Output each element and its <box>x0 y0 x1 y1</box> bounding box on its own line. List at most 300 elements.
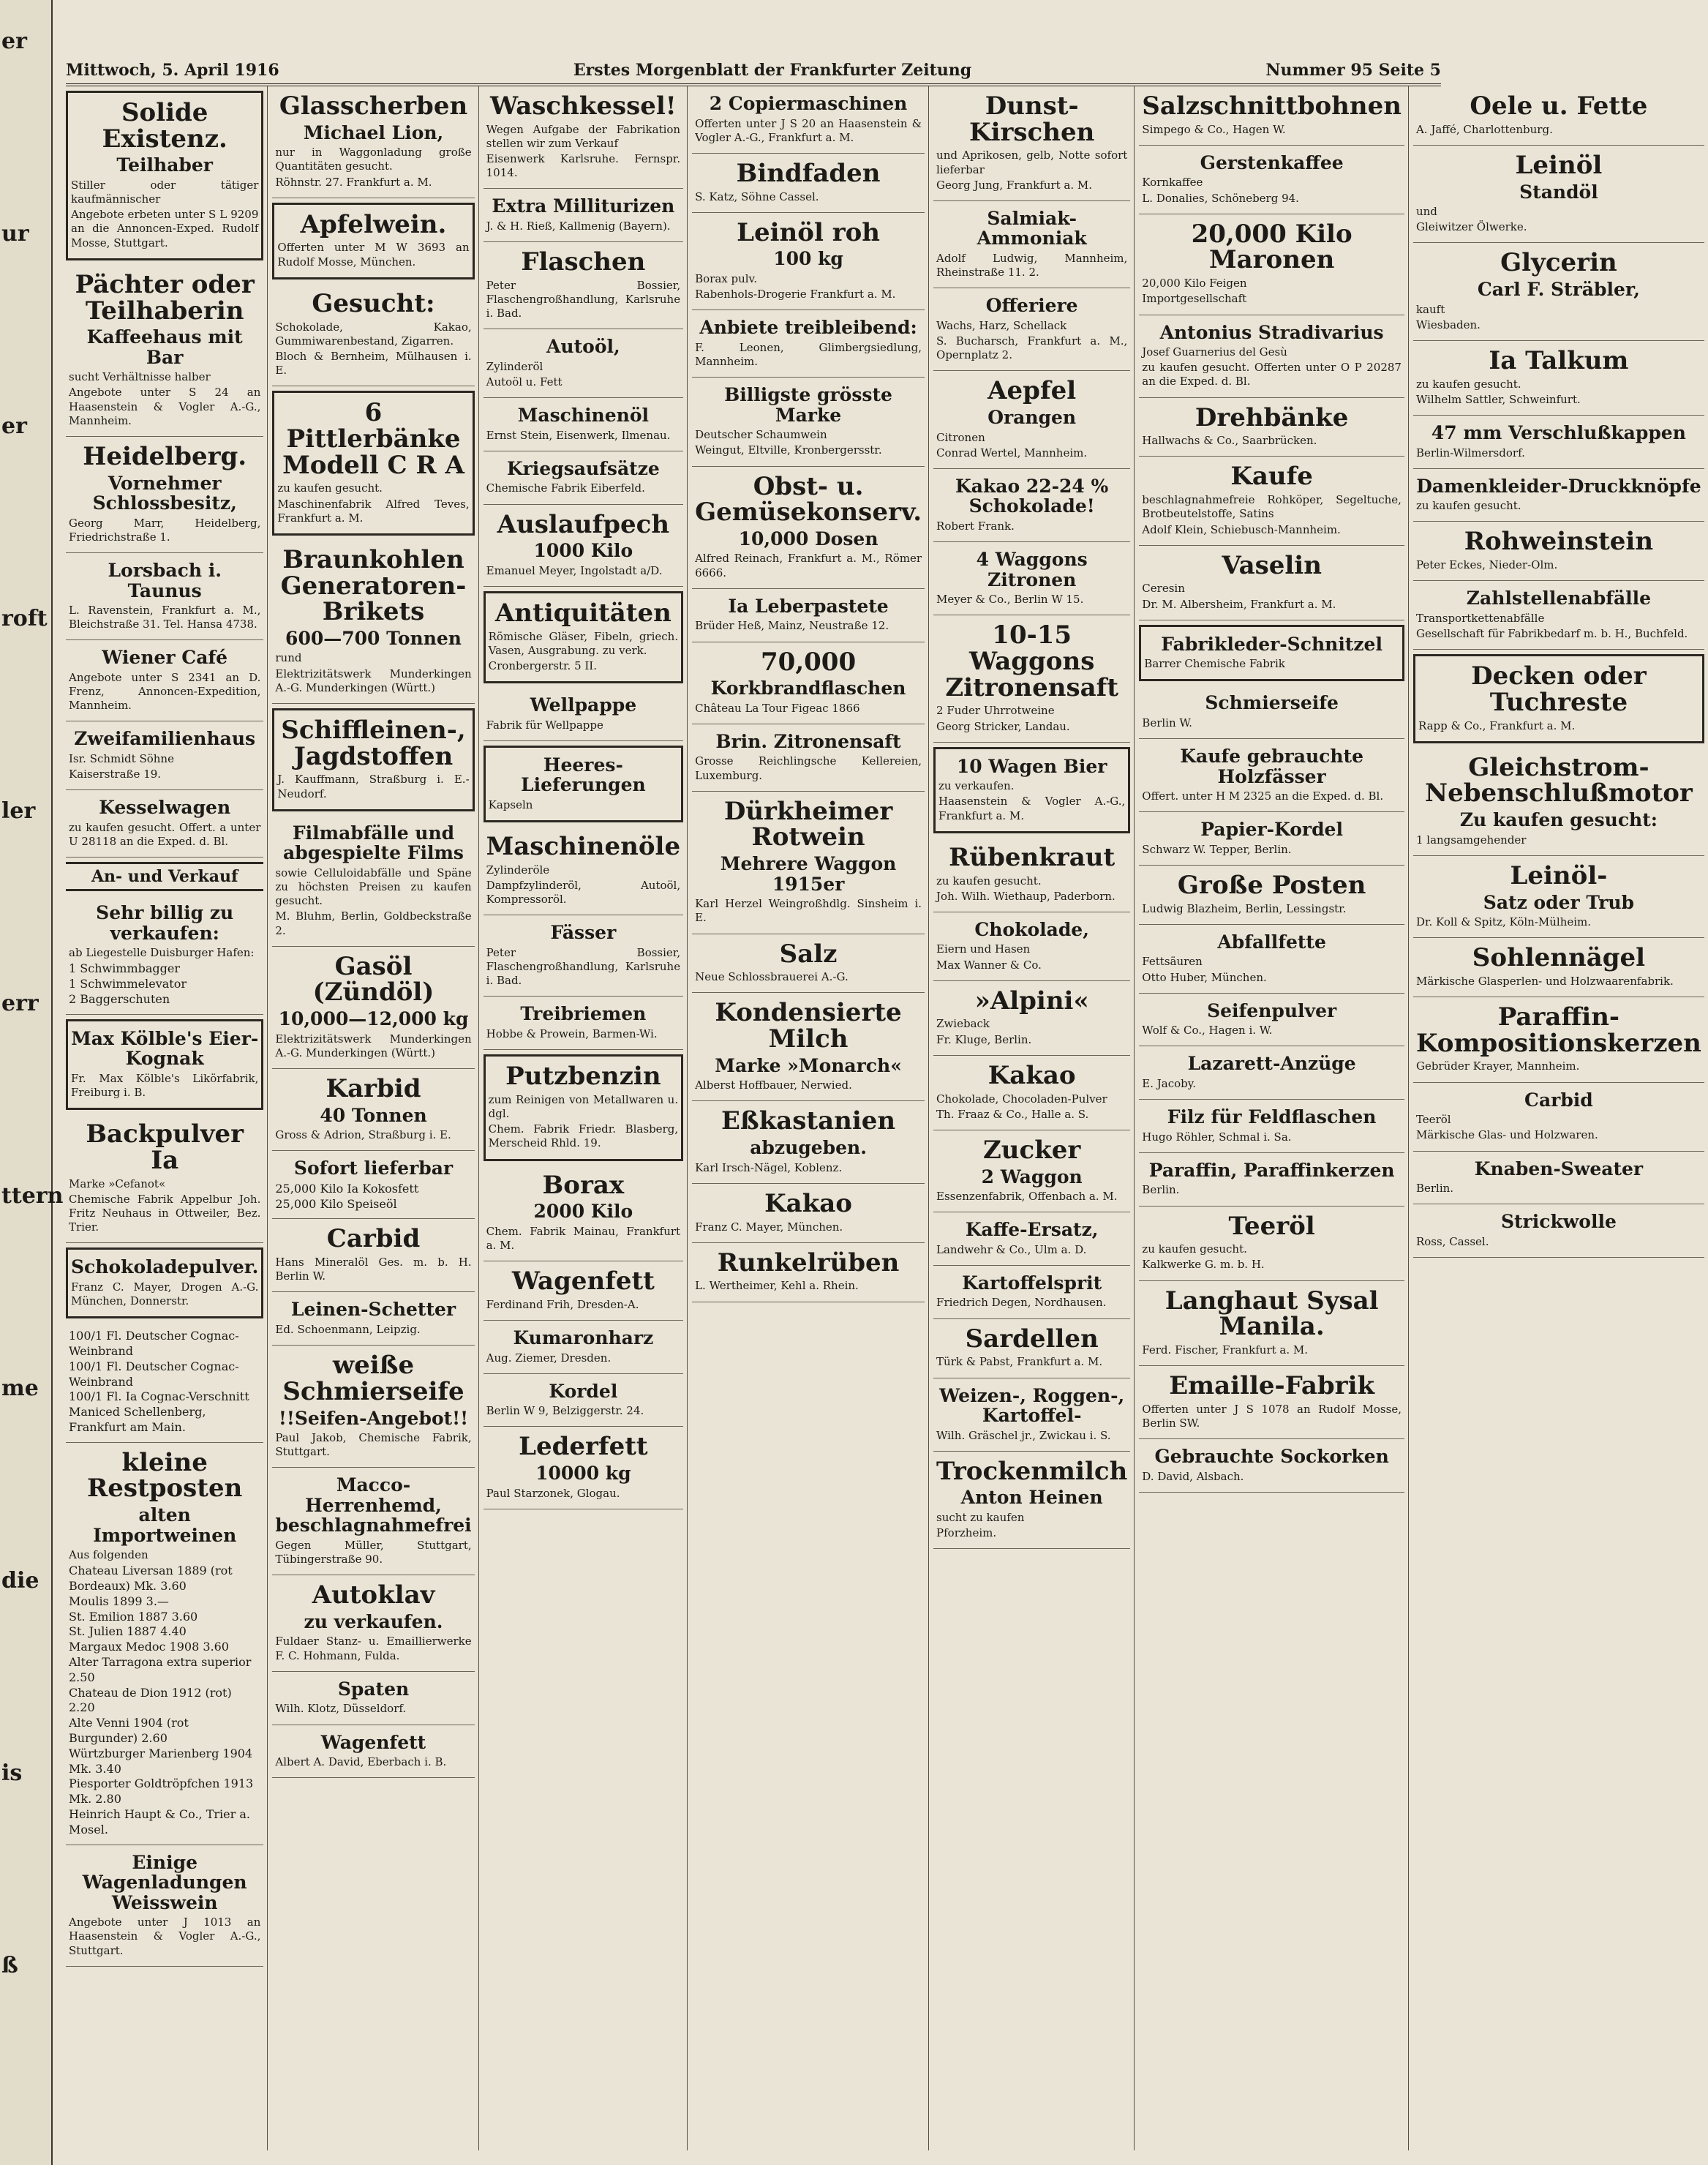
advertisement <box>933 1266 1130 1319</box>
advertisement <box>66 1443 263 1845</box>
advertisement <box>484 1054 683 1160</box>
ad-contact: Dampfzylinderöl, Autoöl, Kompressoröl. <box>486 879 681 907</box>
header-page: Nummer 95 Seite 5 <box>1265 61 1441 80</box>
advertisement <box>933 981 1130 1056</box>
ad-list <box>69 961 260 1007</box>
ad-list <box>275 1182 471 1212</box>
ad-subheadline: Offeriere <box>985 295 1078 317</box>
ad-list-item: 25,000 Kilo Speiseöl <box>275 1196 397 1211</box>
ad-text: Fettsäuren <box>1142 955 1203 969</box>
ad-headline: 10-15 Waggons Zitronensaft <box>945 620 1118 702</box>
ad-contact: Georg Jung, Frankfurt a. M. <box>936 178 1092 192</box>
ad-text: Chokolade, Chocoladen-Pulver <box>936 1092 1107 1106</box>
advertisement <box>1139 994 1404 1047</box>
ad-contact: Angebote unter S 24 an Haasenstein & Vogler A.-G., Mannheim. <box>69 386 261 427</box>
advertisement <box>272 1292 474 1346</box>
ad-subheadline: Heeres-Lieferungen <box>521 754 646 796</box>
ad-contact: D. David, Alsbach. <box>1142 1469 1244 1483</box>
ad-subheadline: Kaffeehaus mit Bar <box>86 326 243 368</box>
ad-text: und <box>1415 205 1437 219</box>
ad-contact: Ferdinand Frih, Dresden-A. <box>486 1297 639 1311</box>
advertisement <box>66 1845 263 1967</box>
ad-contact: Peter Bossier, Flaschengroßhandlung, Karlsruhe i. Bad. <box>486 278 681 320</box>
ad-headline: Karbid <box>326 1073 421 1103</box>
ad-contact: Fabrik für Wellpappe <box>486 718 603 732</box>
advertisement <box>1139 214 1404 315</box>
ad-subheadline: Korkbrandflaschen <box>710 678 906 699</box>
ad-subheadline: Kriegsaufsätze <box>506 457 660 479</box>
ad-subheadline: Fabrikleder-Schnitzel <box>1161 633 1382 655</box>
advertisement <box>692 213 925 311</box>
ad-contact: Wiesbaden. <box>1415 318 1481 331</box>
ad-headline: Sardellen <box>965 1324 1099 1354</box>
ad-contact: Simpego & Co., Hagen W. <box>1142 122 1286 136</box>
ad-headline: Backpulver Ia <box>86 1119 244 1175</box>
ad-subheadline: Teilhaber <box>116 154 213 176</box>
ad-contact: Pforzheim. <box>936 1526 997 1540</box>
ad-contact: Fr. Max Kölble's Likörfabrik, Freiburg i. B. <box>71 1071 259 1099</box>
ad-text: Kornkaffee <box>1142 176 1203 190</box>
ad-headline: 70,000 <box>761 647 857 677</box>
ad-contact: Hallwachs & Co., Saarbrücken. <box>1142 434 1317 448</box>
ad-subheadline: Mehrere Waggon 1915er <box>720 853 897 895</box>
ad-subheadline: Ia Leberpastete <box>728 595 889 617</box>
edge-fragment: ttern <box>1 1183 64 1209</box>
ad-contact: Gesellschaft für Fabrikbedarf m. b. H., Buchfeld. <box>1415 627 1688 640</box>
ad-subheadline: Paraffin, Paraffinkerzen <box>1148 1159 1395 1181</box>
ad-contact: Ed. Schoenmann, Leipzig. <box>275 1322 421 1336</box>
ad-list-item: St. Emilion 1887 3.60 <box>69 1609 198 1624</box>
ad-contact: Paul Jakob, Chemische Fabrik, Stuttgart. <box>275 1431 472 1459</box>
advertisement <box>484 1374 683 1427</box>
ad-contact: Gegen Müller, Stuttgart, Tübingerstraße 90. <box>275 1538 472 1566</box>
ad-text: sucht zu kaufen <box>936 1510 1025 1524</box>
ad-text: ab Liegestelle Duisburger Hafen: <box>69 946 255 960</box>
ad-headline: Paraffin-Kompositionskerzen <box>1415 1002 1701 1058</box>
ad-headline: Große Posten <box>1177 871 1366 900</box>
ad-subheadline: Kartoffelsprit <box>962 1272 1102 1294</box>
advertisement <box>1139 1281 1404 1367</box>
advertisement <box>66 1114 263 1243</box>
advertisement <box>1413 1083 1704 1152</box>
ad-subheadline: Kakao 22-24 % Schokolade! <box>955 475 1109 517</box>
advertisement <box>1139 546 1404 620</box>
advertisement <box>1139 86 1404 146</box>
advertisement <box>484 86 683 189</box>
ad-headline: Drehbänke <box>1195 402 1349 432</box>
ad-subheadline: Strickwolle <box>1500 1211 1617 1233</box>
ad-subheadline: Wellpappe <box>530 694 637 716</box>
ad-subheadline: Brin. Zitronensaft <box>715 730 901 752</box>
ad-subheadline: Michael Lion, <box>303 121 444 143</box>
ad-list-item: 1 Schwimmelevator <box>69 977 187 991</box>
ad-headline: 6 Pittlerbänke Modell C R A <box>282 398 464 480</box>
advertisement <box>1139 457 1404 545</box>
ad-contact: Angebote unter S 2341 an D. Frenz, Annoncen-Expedition, Mannheim. <box>69 670 261 713</box>
ad-contact: Alfred Reinach, Frankfurt a. M., Römer 6666. <box>695 552 922 579</box>
advertisement <box>933 1319 1130 1378</box>
advertisement <box>692 724 925 792</box>
ad-headline: Gleichstrom-Nebenschlußmotor <box>1425 752 1693 808</box>
ad-contact: Grosse Reichlingsche Kellereien, Luxemburg. <box>695 754 922 782</box>
ad-contact: Chemische Fabrik Appelbur Joh. Fritz Neuhaus in Ottweiler, Bez. Trier. <box>69 1192 261 1234</box>
ad-subheadline: Wiener Café <box>102 647 228 669</box>
advertisement <box>272 816 474 947</box>
ad-headline: »Alpini« <box>974 986 1089 1016</box>
ad-subheadline: 100 kg <box>773 248 843 270</box>
ad-headline: Auslaufpech <box>497 509 670 539</box>
ad-subheadline: Wagenfett <box>320 1731 426 1753</box>
ad-subheadline: Carbid <box>1524 1089 1593 1111</box>
ad-headline: Gesucht: <box>312 288 435 318</box>
ad-contact: Otto Huber, München. <box>1142 970 1267 984</box>
advertisement <box>692 467 925 589</box>
ad-subheadline: Papier-Kordel <box>1200 819 1343 841</box>
ad-text: Schokolade, Kakao, Gummiwarenbestand, Zigarren. <box>275 320 472 348</box>
advertisement <box>272 391 474 536</box>
ad-contact: Offerten unter M W 3693 an Rudolf Mosse, München. <box>277 241 470 269</box>
ad-contact: Berlin-Wilmersdorf. <box>1415 446 1525 459</box>
advertisement <box>692 1101 925 1183</box>
ad-subheadline: Satz oder Trub <box>1483 891 1635 913</box>
ad-subheadline: Weizen-, Roggen-, Kartoffel- <box>939 1384 1125 1426</box>
ad-contact: Fr. Kluge, Berlin. <box>936 1032 1032 1046</box>
ad-subheadline: Damenkleider-Druckknöpfe <box>1416 475 1701 497</box>
ad-contact: Märkische Glasperlen- und Holzwaarenfabrik. <box>1415 974 1674 988</box>
advertisement <box>1139 1207 1404 1281</box>
ad-contact: L. Wertheimer, Kehl a. Rhein. <box>695 1279 859 1293</box>
ad-list-item: Piesporter Goldtröpfchen 1913 Mk. 2.80 <box>69 1776 254 1806</box>
ad-contact: 1 langsamgehender <box>1415 833 1527 847</box>
advertisement <box>692 589 925 642</box>
ad-headline: Glycerin <box>1500 248 1617 278</box>
ad-subheadline: Billigste grösste Marke <box>724 384 892 426</box>
ad-headline: Carbid <box>326 1224 421 1254</box>
ad-headline: Langhaut Sysal Manila. <box>1165 1286 1379 1342</box>
ad-contact: S. Katz, Söhne Cassel. <box>695 190 819 203</box>
edge-fragment: er <box>1 413 27 439</box>
advertisement <box>66 721 263 790</box>
column-2 <box>272 86 478 2150</box>
advertisement <box>933 615 1130 742</box>
advertisement <box>1139 146 1404 214</box>
ad-subheadline: Treibriemen <box>520 1003 647 1025</box>
ad-subheadline: Anbiete treibleibend: <box>699 317 917 339</box>
ad-text: zum Reinigen von Metallwaren u. dgl. <box>488 1092 679 1120</box>
ad-contact: Franz C. Mayer, München. <box>695 1220 843 1234</box>
ad-contact: Robert Frank. <box>936 519 1015 533</box>
ad-subheadline: Spaten <box>337 1678 410 1700</box>
ad-headline: Sohlennägel <box>1472 943 1646 973</box>
ad-contact: Gross & Adrion, Straßburg i. E. <box>275 1128 451 1142</box>
ad-text: Römische Gläser, Fibeln, griech. Vasen, Ausgrabung. zu verk. <box>488 629 679 657</box>
ad-contact: Berlin W. <box>1142 716 1192 729</box>
advertisement <box>933 469 1130 542</box>
ad-contact: Kapseln <box>488 798 533 811</box>
ad-contact: Importgesellschaft <box>1142 292 1247 306</box>
advertisement <box>1413 469 1704 522</box>
ad-contact: Conrad Wertel, Mannheim. <box>936 446 1088 459</box>
ad-contact: Maschinenfabrik Alfred Teves, Frankfurt a. M. <box>277 497 470 525</box>
advertisement <box>1139 1439 1404 1493</box>
ad-subheadline: 40 Tonnen <box>320 1104 427 1126</box>
advertisement <box>933 1378 1130 1452</box>
ad-headline: Waschkessel! <box>489 91 677 121</box>
ad-list-item: Heinrich Haupt & Co., Trier a. Mosel. <box>69 1807 250 1836</box>
ad-subheadline: Knaben-Sweater <box>1474 1157 1644 1179</box>
ad-contact: J. Kauffmann, Straßburg i. E.-Neudorf. <box>277 773 470 800</box>
ad-headline: Salzschnittbohnen <box>1142 91 1402 121</box>
ad-subheadline: 4 Waggons Zitronen <box>976 549 1088 590</box>
ad-contact: Türk & Pabst, Frankfurt a. M. <box>936 1355 1103 1369</box>
ad-list-item: Margaux Medoc 1908 3.60 <box>69 1640 229 1654</box>
ad-contact: Märkische Glas- und Holzwaren. <box>1415 1128 1598 1142</box>
ad-subheadline: Sofort lieferbar <box>293 1157 454 1179</box>
ad-contact: Kalkwerke G. m. b. H. <box>1142 1258 1265 1272</box>
ad-headline: Trockenmilch <box>936 1456 1128 1486</box>
ad-headline: kleine Restposten <box>86 1447 243 1504</box>
ad-subheadline: Extra Milliturizen <box>492 195 675 217</box>
advertisement <box>272 708 474 811</box>
edge-fragment: die <box>1 1568 39 1594</box>
advertisement <box>1413 581 1704 650</box>
ad-subheadline: Kordel <box>549 1380 618 1402</box>
advertisement <box>1139 398 1404 457</box>
ad-contact: Ludwig Blazheim, Berlin, Lessingstr. <box>1142 901 1347 915</box>
ad-list-item: St. Julien 1887 4.40 <box>69 1624 187 1639</box>
ad-list-item: Maniced Schellenberg, Frankfurt am Main. <box>69 1405 206 1434</box>
ad-contact: Gleiwitzer Ölwerke. <box>1415 220 1527 234</box>
ad-contact: M. Bluhm, Berlin, Goldbeckstraße 2. <box>275 909 472 937</box>
ad-contact: Angebote erbeten unter S L 9209 an die Annoncen-Exped. Rudolf Mosse, Stuttgart. <box>71 208 259 249</box>
ad-subheadline: Chokolade, <box>974 918 1089 940</box>
ad-contact: Gebrüder Krayer, Mannheim. <box>1415 1059 1580 1073</box>
ad-headline: Kondensierte Milch <box>715 998 902 1054</box>
ad-contact: Th. Fraaz & Co., Halle a. S. <box>936 1107 1089 1121</box>
advertisement <box>66 437 263 553</box>
ad-contact: Berlin. <box>1415 1182 1454 1195</box>
ad-headline: Decken oder Tuchreste <box>1471 661 1647 717</box>
ad-list-item: 100/1 Fl. Deutscher Cognac-Weinbrand <box>69 1329 239 1358</box>
header-title: Erstes Morgenblatt der Frankfurter Zeitung <box>573 61 972 80</box>
ad-subheadline: Zu kaufen gesucht: <box>1459 809 1658 831</box>
ad-subheadline: 10,000—12,000 kg <box>278 1008 469 1030</box>
ad-subheadline: 2000 Kilo <box>533 1201 633 1223</box>
advertisement <box>66 640 263 721</box>
ad-list <box>69 1564 260 1837</box>
ad-text: Wegen Aufgabe der Fabrikation stellen wir zum Verkauf <box>486 122 681 150</box>
ad-headline: Glasscherben <box>279 91 468 121</box>
advertisement <box>933 912 1130 981</box>
ad-headline: Solide Existenz. <box>102 98 227 154</box>
ad-contact: E. Jacoby. <box>1142 1076 1197 1090</box>
advertisement <box>692 993 925 1101</box>
ad-text: Teeröl <box>1415 1113 1451 1127</box>
ad-list-item: 100/1 Fl. Deutscher Cognac-Weinbrand <box>69 1359 239 1389</box>
ad-subheadline: zu verkaufen. <box>304 1610 443 1632</box>
ad-subheadline: Leinen-Schetter <box>290 1299 456 1321</box>
ad-headline: Dunst-Kirschen <box>969 91 1095 147</box>
ad-contact: Rapp & Co., Frankfurt a. M. <box>1418 718 1576 732</box>
ad-subheadline: Kesselwagen <box>99 797 231 819</box>
advertisement <box>692 1184 925 1243</box>
ad-subheadline: Anton Heinen <box>960 1487 1103 1509</box>
ad-text: 20,000 Kilo Feigen <box>1142 277 1247 290</box>
ad-text: rund <box>275 651 302 665</box>
ad-text: Borax pulv. <box>695 271 758 285</box>
ad-headline: Wagenfett <box>511 1267 655 1297</box>
advertisement <box>1139 739 1404 812</box>
advertisement <box>692 86 925 154</box>
advertisement <box>1413 146 1704 244</box>
ad-text: Deutscher Schaumwein <box>695 428 827 442</box>
ad-list-item: Würtzburger Marienberg 1904 Mk. 3.40 <box>69 1746 253 1776</box>
advertisement <box>1139 1366 1404 1439</box>
ad-contact: Ferd. Fischer, Frankfurt a. M. <box>1142 1343 1309 1357</box>
ad-headline: Putzbenzin <box>505 1062 661 1092</box>
ad-contact: Hans Mineralöl Ges. m. b. H. Berlin W. <box>275 1256 472 1283</box>
ad-contact: Berlin W 9, Belziggerstr. 24. <box>486 1404 644 1418</box>
ad-contact: L. Donalies, Schöneberg 94. <box>1142 191 1299 205</box>
edge-fragment: me <box>1 1376 39 1401</box>
advertisement <box>1413 856 1704 938</box>
ad-headline: Eßkastanien <box>721 1106 896 1136</box>
ad-subheadline: Max Kölble's Eier-Kognak <box>71 1027 259 1070</box>
advertisement <box>272 1346 474 1468</box>
ad-headline: Heidelberg. <box>83 441 247 471</box>
ad-contact: Dr. Koll & Spitz, Köln-Mülheim. <box>1415 915 1592 928</box>
ad-text: nur in Waggonladung große Quantitäten gesucht. <box>275 146 472 173</box>
ad-contact: Emanuel Meyer, Ingolstadt a/D. <box>486 563 663 577</box>
ad-contact: Cronbergerstr. 5 II. <box>488 659 597 673</box>
ad-headline: Rohweinstein <box>1464 527 1654 557</box>
ad-list-item: 1 Schwimmbagger <box>69 961 181 976</box>
ad-contact: Barrer Chemische Fabrik <box>1144 657 1285 671</box>
ad-headline: Aepfel <box>987 376 1077 406</box>
advertisement <box>1139 315 1404 398</box>
advertisement <box>692 642 925 724</box>
edge-fragment: ler <box>1 798 36 824</box>
ad-list <box>69 1329 260 1436</box>
advertisement <box>1413 243 1704 341</box>
advertisement <box>484 688 683 741</box>
ad-text: Transportkettenabfälle <box>1415 611 1545 625</box>
ad-text: sowie Celluloidabfälle und Späne zu höchsten Preisen zu kaufen gesucht. <box>275 866 472 908</box>
column-1 <box>66 86 268 2150</box>
ad-subheadline: Abfallfette <box>1217 931 1326 953</box>
ad-subheadline: Gebrauchte Sockorken <box>1154 1446 1389 1468</box>
ad-subheadline: abzugeben. <box>750 1137 867 1159</box>
advertisement <box>272 1069 474 1151</box>
ad-contact: Haasenstein & Vogler A.-G., Frankfurt a. M. <box>938 795 1126 822</box>
advertisement <box>484 915 683 997</box>
advertisement <box>933 288 1130 371</box>
ad-contact: Peter Bossier, Flaschengroßhandlung, Karlsruhe i. Bad. <box>486 945 681 988</box>
ad-headline: Borax <box>542 1170 625 1200</box>
ad-contact: Kaiserstraße 19. <box>69 768 162 781</box>
ad-headline: Apfelwein. <box>300 209 447 239</box>
ad-headline: Emaille-Fabrik <box>1169 1371 1375 1401</box>
ad-list-item: Moulis 1899 3.— <box>69 1594 169 1608</box>
ad-headline: Vaselin <box>1222 550 1322 580</box>
ad-contact: Joh. Wilh. Wiethaup, Paderborn. <box>936 889 1116 903</box>
ad-contact: Angebote unter J 1013 an Haasenstein & Vogler A.-G., Stuttgart. <box>69 1916 261 1957</box>
advertisement <box>66 265 263 437</box>
ad-text: Eiern und Hasen <box>936 942 1031 956</box>
advertisement <box>1139 1100 1404 1153</box>
ad-contact: Offerten unter J S 20 an Haasenstein & Vogler A.-G., Frankfurt a. M. <box>695 116 922 144</box>
ad-subheadline: 2 Copiermaschinen <box>709 93 908 114</box>
edge-fragment: ur <box>1 221 29 247</box>
advertisement <box>933 201 1130 288</box>
advertisement <box>66 1323 263 1443</box>
ad-subheadline: Sehr billig zu verkaufen: <box>96 902 234 944</box>
ad-headline: Leinöl roh <box>737 217 881 247</box>
advertisement <box>1413 86 1704 146</box>
ad-list-item: Chateau de Dion 1912 (rot) 2.20 <box>69 1685 232 1715</box>
advertisement <box>933 747 1130 833</box>
ad-subheadline: Schokoladepulver. <box>71 1256 259 1278</box>
ad-headline: Schiffleinen-, Jagdstoffen <box>281 716 466 771</box>
ad-subheadline: Filz für Feldflaschen <box>1167 1106 1377 1128</box>
ad-subheadline: 600—700 Tonnen <box>285 627 462 649</box>
ad-headline: Kakao <box>987 1060 1076 1090</box>
advertisement <box>272 947 474 1069</box>
advertisement <box>484 1427 683 1509</box>
ad-text: und Aprikosen, gelb, Notte sofort lieferbar <box>936 149 1128 176</box>
ad-subheadline: 10 Wagen Bier <box>956 755 1107 777</box>
advertisement <box>1413 341 1704 416</box>
ad-headline: Obst- u. Gemüsekonserv. <box>695 471 922 528</box>
ad-contact: Dr. M. Albersheim, Frankfurt a. M. <box>1142 597 1336 611</box>
advertisement <box>692 310 925 378</box>
ad-contact: Ernst Stein, Eisenwerk, Ilmenau. <box>486 428 671 442</box>
advertisement <box>1413 748 1704 856</box>
ad-headline: Rübenkraut <box>949 842 1116 872</box>
ad-contact: Wolf & Co., Hagen i. W. <box>1142 1024 1273 1038</box>
ad-contact: Offert. unter H M 2325 an die Exped. d. Bl. <box>1142 789 1384 803</box>
ad-headline: Teeröl <box>1228 1211 1315 1241</box>
ad-contact: Meyer & Co., Berlin W 15. <box>936 593 1084 607</box>
ad-contact: Aug. Ziemer, Dresden. <box>486 1351 612 1365</box>
ad-headline: Gasöl (Zündöl) <box>312 951 434 1008</box>
ad-contact: Chemische Fabrik Eiberfeld. <box>486 481 645 495</box>
ad-contact: Essenzenfabrik, Offenbach a. M. <box>936 1190 1118 1204</box>
ad-subheadline: Salmiak-Ammoniak <box>977 207 1087 249</box>
advertisement <box>484 827 683 915</box>
advertisement <box>1413 1152 1704 1205</box>
advertisement <box>484 1166 683 1262</box>
ad-headline: Bindfaden <box>736 158 881 188</box>
ad-contact: Adolf Ludwig, Mannheim, Rheinstraße 11. 2. <box>936 251 1128 279</box>
ad-subheadline: 2 Waggon <box>981 1166 1083 1187</box>
page-header <box>66 57 1441 86</box>
ad-contact: Schwarz W. Tepper, Berlin. <box>1142 842 1292 856</box>
ad-headline: weiße Schmierseife <box>282 1351 464 1406</box>
advertisement <box>484 451 683 505</box>
ad-contact: Max Wanner & Co. <box>936 958 1042 972</box>
advertisement <box>1139 812 1404 866</box>
ad-headline: Salz <box>779 939 838 969</box>
ad-contact: L. Ravenstein, Frankfurt a. M., Bleichstraße 31. Tel. Hansa 4738. <box>69 604 261 631</box>
ad-contact: Ross, Cassel. <box>1415 1234 1489 1248</box>
advertisement <box>272 540 474 704</box>
edge-fragment: roft <box>1 606 48 631</box>
ad-list-item: 25,000 Kilo Ia Kokosfett <box>275 1181 419 1196</box>
edge-fragment: is <box>1 1760 23 1786</box>
ad-contact: Chem. Fabrik Mainau, Frankfurt a. M. <box>486 1224 681 1252</box>
edge-fragment: er <box>1 29 27 54</box>
